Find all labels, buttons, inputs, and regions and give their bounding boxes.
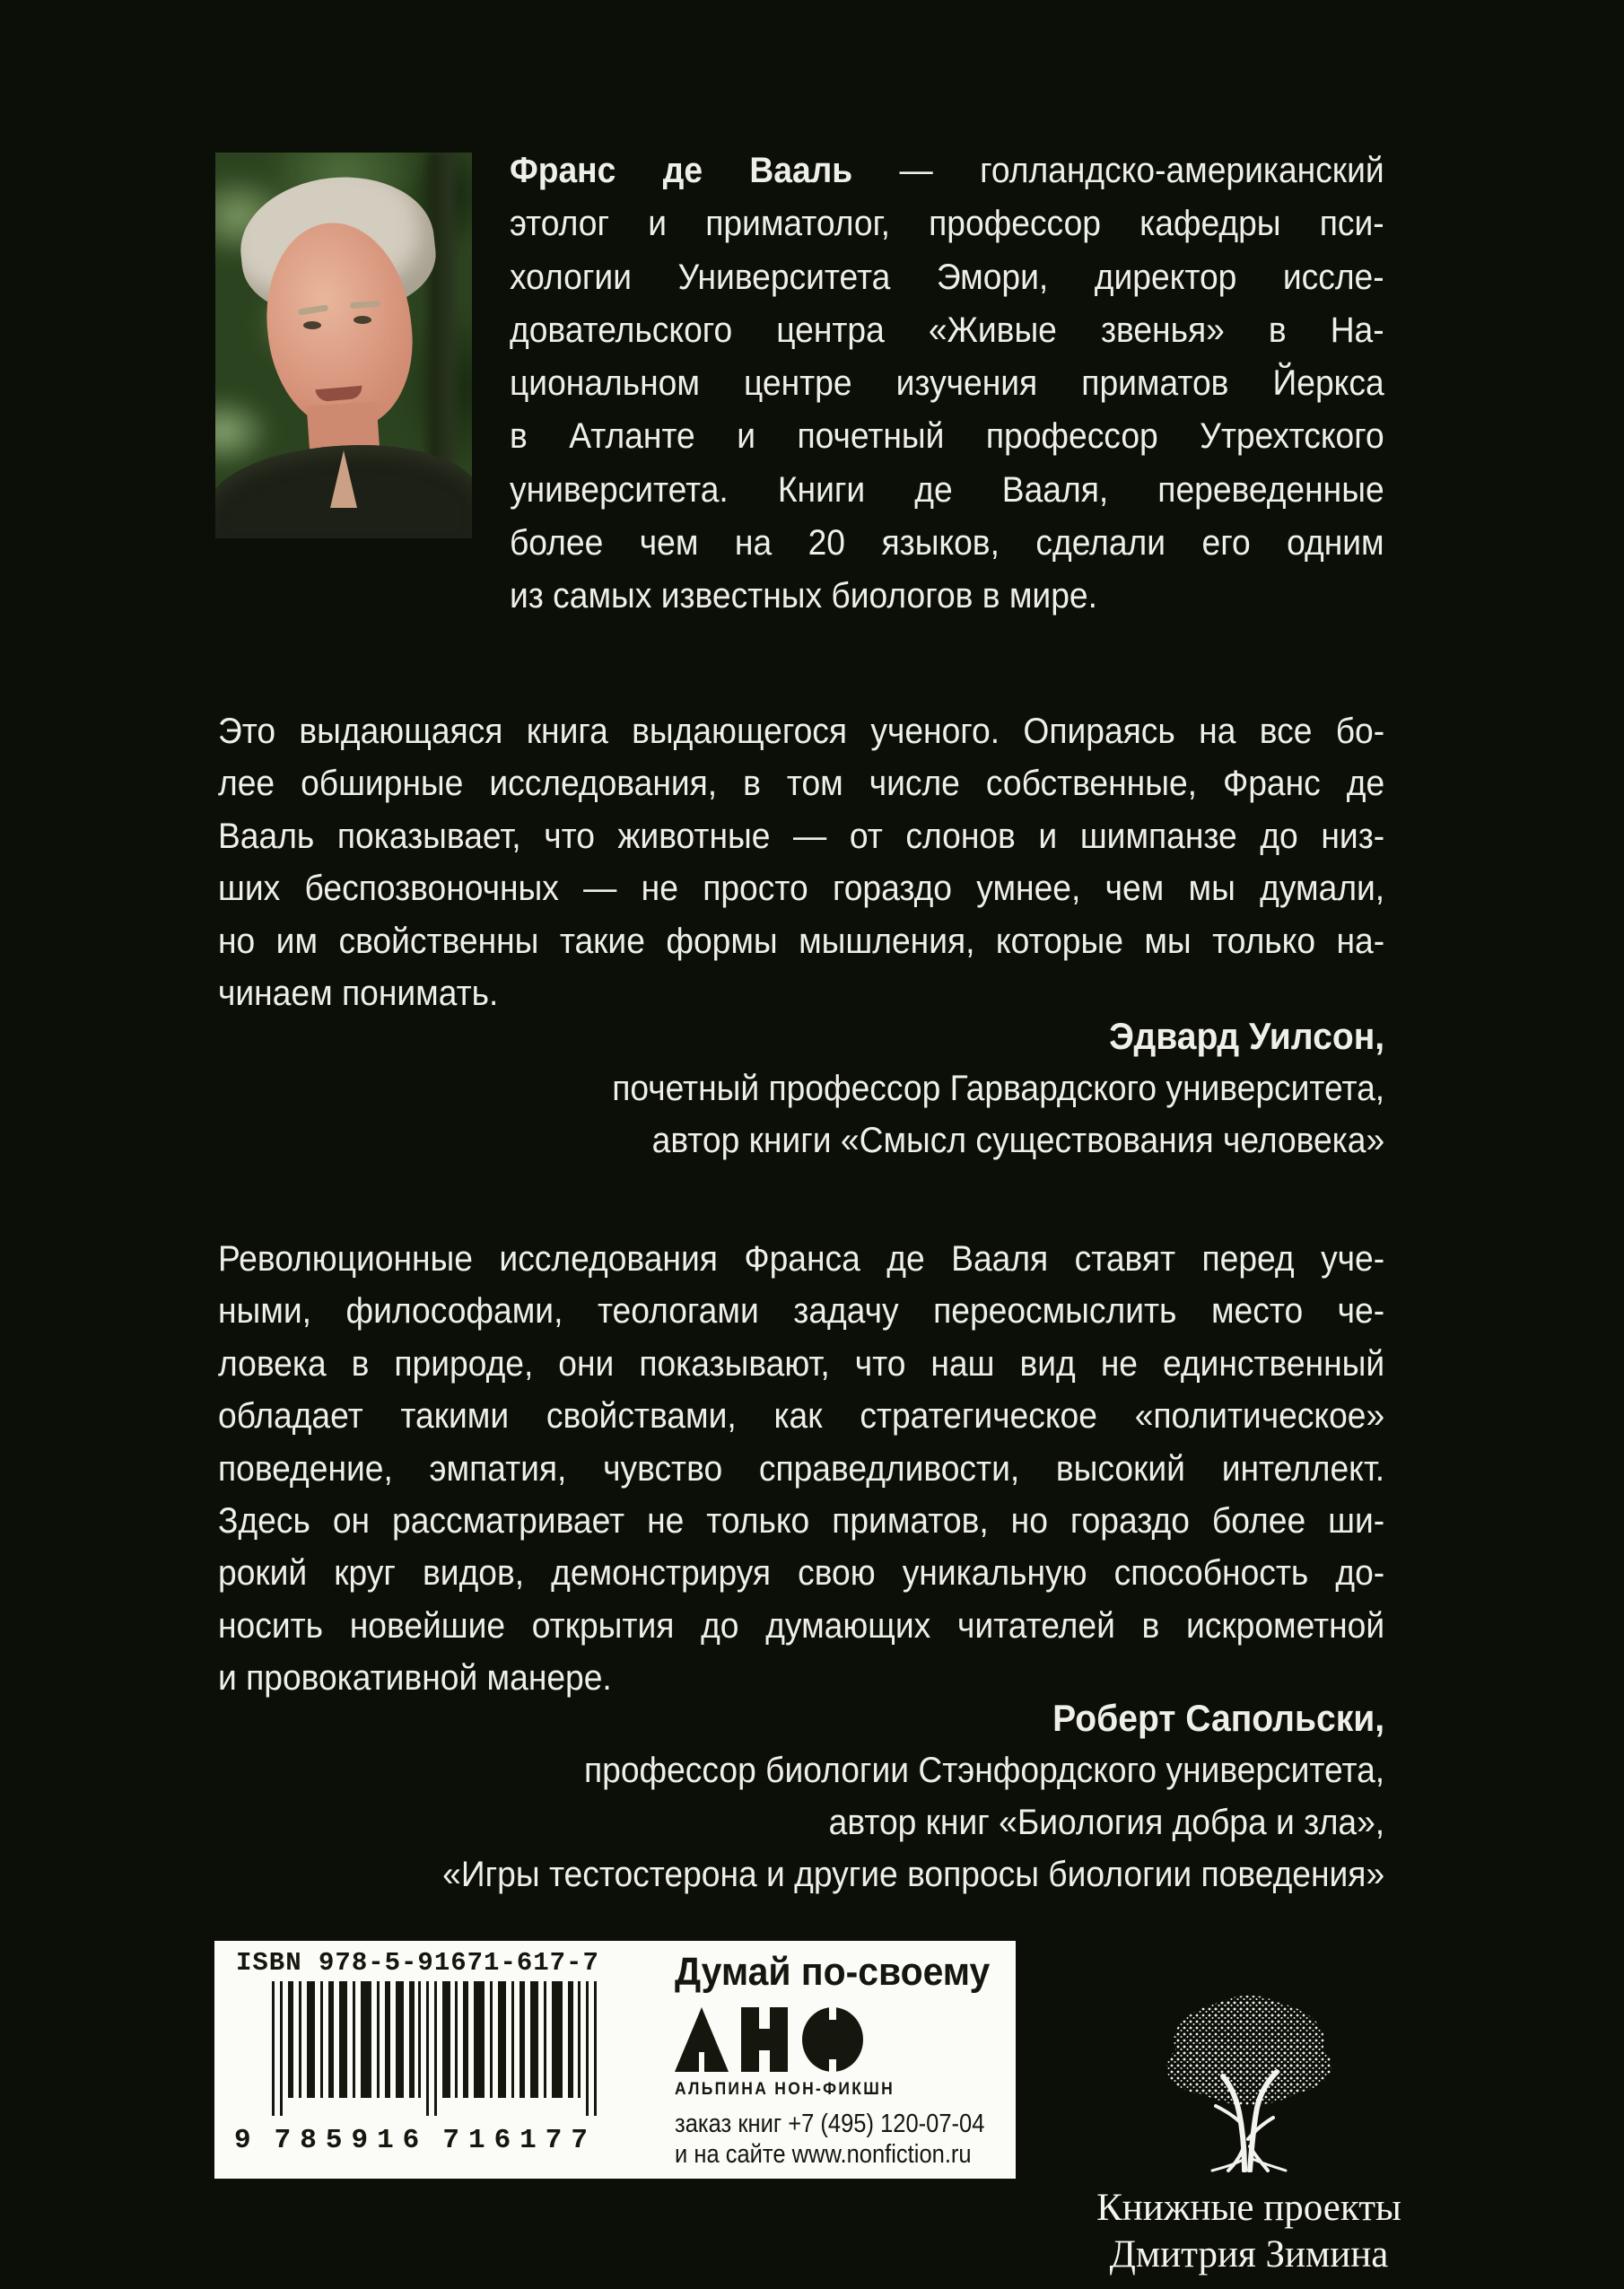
text-line: ными, философами, теологами задачу переосмыслить место че- <box>218 1291 1385 1332</box>
text-line: почетный профессор Гарвардского университета, <box>612 1069 1385 1108</box>
barcode <box>272 1981 597 2116</box>
isbn-text: ISBN 978-5-91671-617-7 <box>236 1948 599 1978</box>
attribution-wilson <box>218 1010 1384 1166</box>
quote-lines <box>218 705 1384 967</box>
attribution-lines <box>218 1744 1384 1900</box>
text-line: из самых известных биологов в мире. <box>510 576 1097 616</box>
attribution-name: Эдвард Уилсон, <box>1109 1015 1385 1057</box>
quote-sapolsky <box>218 1233 1384 1705</box>
photo-eye <box>354 316 371 324</box>
anf-logo-icon <box>675 2007 865 2072</box>
quote-lines <box>218 1233 1384 1652</box>
author-photo <box>215 153 472 538</box>
text-line: поведение, эмпатия, чувство справедливости, высокий интеллект. <box>218 1448 1385 1489</box>
text-line: Революционные исследования Франса де Вааля ставят перед уче- <box>218 1239 1385 1279</box>
publisher-name: АЛЬПИНА НОН-ФИКШН <box>675 2080 895 2099</box>
text-line: в Атланте и почетный профессор Утрехтского <box>510 416 1384 457</box>
text-line: университета. Книги де Вааля, переведенные <box>510 469 1384 510</box>
text-line: лее обширные исследования, в том числе собственные, Франс де <box>218 764 1385 804</box>
publisher-site: и на сайте www.nonfiction.ru <box>675 2140 972 2169</box>
text-line: этолог и приматолог, профессор кафедры пси- <box>510 204 1384 244</box>
text-line: рокий круг видов, демонстрируя свою уникальную способность до- <box>218 1553 1385 1594</box>
author-bio <box>510 144 1384 624</box>
barcode-digits <box>234 2125 597 2156</box>
text-line: циональном центре изучения приматов Йеркса <box>510 363 1384 404</box>
text-line: «Игры тестостерона и другие вопросы биологии поведения» <box>442 1855 1385 1894</box>
barcode-digits-right: 716177 <box>442 2125 597 2156</box>
bio-line-rest: — голландско-американский <box>852 151 1384 190</box>
text-line: носить новейшие открытия до думающих читателей в искрометной <box>218 1605 1385 1646</box>
text-line: хологии Университета Эмори, директор иссле- <box>510 257 1384 297</box>
tree-logo-icon <box>1157 1988 1340 2172</box>
zimina-logo-block <box>1070 1988 1428 2278</box>
author-name: Франс де Вааль <box>510 151 853 190</box>
order-phone: заказ книг +7 (495) 120-07-04 <box>675 2110 985 2138</box>
quote-wilson <box>218 705 1384 1019</box>
photo-eye <box>303 321 321 329</box>
text-line: Это выдающаяся книга выдающегося ученого. Опираясь на все бо- <box>218 712 1385 751</box>
text-line: ших беспозвоночных — не просто гораздо умнее, чем мы думали, <box>218 869 1385 909</box>
colophon-box <box>214 1941 1016 2179</box>
zimina-line2: Дмитрия Зимина <box>1109 2233 1389 2276</box>
text-line: автор книг «Биология добра и зла», <box>828 1803 1385 1842</box>
text-line: более чем на 20 языков, сделали его одним <box>510 523 1384 564</box>
publisher-tagline: Думай по-своему <box>675 1950 991 1994</box>
text-line: Здесь он рассматривает не только приматов, но гораздо более ши- <box>218 1501 1385 1542</box>
text-line: ловека в природе, они показывают, что наш вид не единственный <box>218 1343 1385 1384</box>
barcode-digits-left: 785916 <box>274 2125 429 2156</box>
attribution-name: Роберт Сапольски, <box>1052 1697 1385 1739</box>
text-line: автор книги «Смысл существования человека» <box>651 1121 1385 1160</box>
zimina-line1: Книжные проекты <box>1096 2187 1401 2229</box>
text-line: обладает такими свойствами, как стратегическое «политическое» <box>218 1396 1385 1437</box>
attribution-lines <box>218 1062 1384 1166</box>
text-line: чинаем понимать. <box>218 974 499 1014</box>
barcode-digit-system: 9 <box>234 2125 260 2156</box>
text-line <box>510 144 1384 197</box>
text-line: Вааль показывает, что животные — от слонов и шимпанзе до низ- <box>218 816 1385 856</box>
text-line: и провокативной манере. <box>218 1658 612 1699</box>
bio-lines <box>510 197 1384 570</box>
attribution-sapolsky <box>218 1692 1384 1900</box>
text-line: профессор биологии Стэнфордского университета, <box>583 1751 1385 1790</box>
text-line: довательского центра «Живые звенья» в На- <box>510 310 1384 350</box>
text-line: но им свойственны такие формы мышления, которые мы только на- <box>218 921 1385 961</box>
